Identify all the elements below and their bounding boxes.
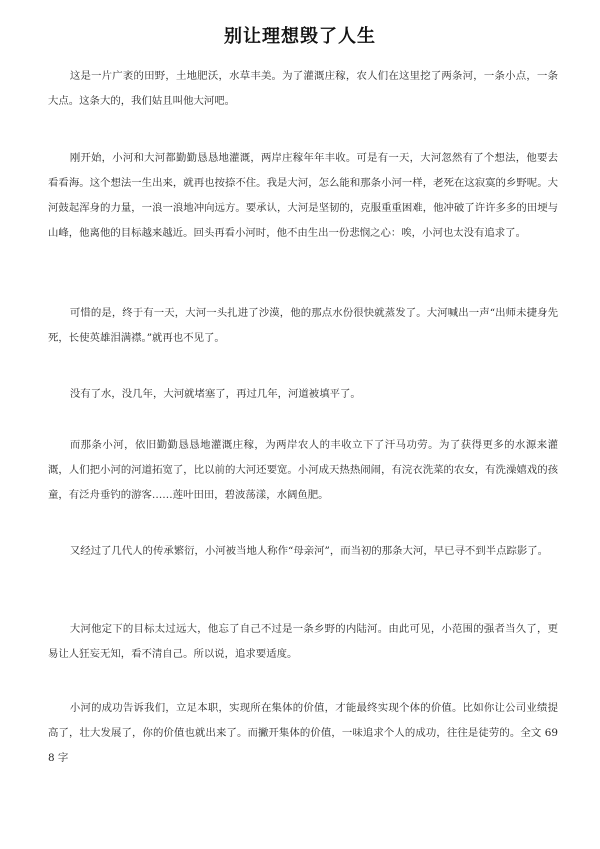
paragraph-2: 刚开始，小河和大河都勤勤恳恳地灌溉，两岸庄稼年年丰收。可是有一天，大河忽然有了个想法，他要去看看海。这个想法一生出来，就再也按捺不住。我是大河，怎么能和那条小河一样，老死在这寂寞的乡野呢。大河鼓起浑身的力量，一浪一浪地冲向远方。要承认，大河是坚韧的，克服重重困难，他冲破了许许多多的田埂与山峰，他离他的目标越来越近。回头再看小河时，他不由生出一份悲悯之心：唉，小河也太没有追求了。 [48, 152, 558, 239]
paragraph-4: 没有了水，没几年，大河就堵塞了，再过几年，河道被填平了。 [69, 388, 361, 400]
paragraph-6: 又经过了几代人的传承繁衍，小河被当地人称作“母亲河”，而当初的那条大河，早已寻不到半点踪影了。 [69, 545, 549, 557]
paragraph-7: 大河他定下的目标太过远大，他忘了自己不过是一条乡野的内陆河。由此可见，小范围的强者当久了，更易让人狂妄无知，看不清自己。所以说，追求要适度。 [48, 623, 558, 660]
paragraph-8: 小河的成功告诉我们，立足本职，实现所在集体的价值，才能最终实现个体的价值。比如你让公司业绩提高了，壮大发展了，你的价值也就出来了。而撇开集体的价值，一味追求个人的成功，往往是徒劳的。全文 698 字 [48, 702, 558, 764]
paragraph-5: 而那条小河，依旧勤勤恳恳地灌溉庄稼，为两岸农人的丰收立下了汗马功劳。为了获得更多的水源来灌溉，人们把小河的河道拓宽了，比以前的大河还要宽。小河成天热热闹闹，有浣衣洗菜的农女，有洗澡嬉戏的孩童，有泛舟垂钓的游客……莲叶田田，碧波荡漾，水阔鱼肥。 [48, 439, 558, 501]
page-title: 别让理想毁了人生 [224, 26, 376, 47]
paragraph-3: 可惜的是，终于有一天，大河一头扎进了沙漠，他的那点水份很快就蒸发了。大河喊出一声“出师未捷身先死，长使英雄泪满襟。”就再也不见了。 [48, 307, 558, 344]
paragraph-1: 这是一片广袤的田野，土地肥沃，水草丰美。为了灌溉庄稼，农人们在这里挖了两条河，一条小点，一条大点。这条大的，我们姑且叫他大河吧。 [48, 70, 558, 107]
